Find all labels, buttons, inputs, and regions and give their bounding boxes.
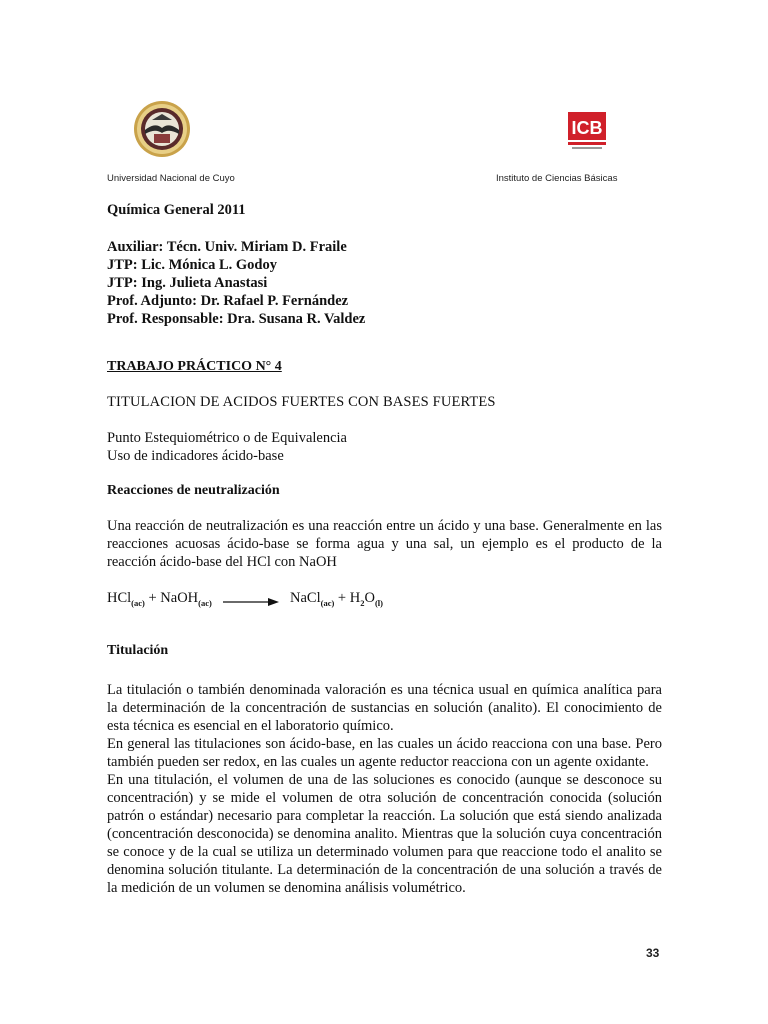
university-seal-icon	[133, 100, 191, 158]
practical-title: TRABAJO PRÁCTICO N° 4	[107, 359, 282, 374]
reaction-arrow-icon	[223, 597, 279, 607]
titulation-heading: Titulación	[107, 643, 169, 658]
page-number: 33	[646, 946, 660, 960]
staff-list	[107, 238, 365, 328]
topic-item: Uso de indicadores ácido-base	[107, 448, 284, 464]
university-name: Universidad Nacional de Cuyo	[107, 173, 235, 184]
topic-item: Punto Estequiométrico o de Equivalencia	[107, 430, 347, 446]
staff-member: Prof. Responsable: Dra. Susana R. Valdez	[107, 311, 366, 327]
staff-member: Prof. Adjunto: Dr. Rafael P. Fernández	[107, 293, 349, 309]
topics-list	[107, 429, 347, 465]
institute-name: Instituto de Ciencias Básicas	[496, 173, 618, 184]
practical-subtitle: TITULACION DE ACIDOS FUERTES CON BASES FUERTES	[107, 394, 496, 410]
neutralization-heading: Reacciones de neutralización	[107, 483, 280, 498]
titulation-paragraph: La titulación o también denominada valoración es una técnica usual en química analítica para la determinación de la concentración de sustancias en solución (analito). El conocimiento de esta técnica es esencial en el laboratorio químico. En general las titulaciones son ácido-base, en las cuales un ácido reacciona con una base. Pero también pueden ser redox, en las cuales un agente reductor reacciona con un agente oxidante. En una titulación, el volumen de una de las soluciones es conocido (aunque se desconoce su concentración) y se mide el volumen de otra solución de concentración conocida (solución patrón o estándar) necesario para completar la reacción. La solución que está siendo analizada (concentración desconocida) se denomina analito. Mientras que la solución cuya concentración se conoce y de la cual se utiliza un determinado volumen para que reaccione todo el analito se denomina solución titulante. La determinación de la concentración de una solución a través de la medición de un volumen se denomina análisis volumétrico.	[107, 682, 662, 896]
svg-text:ICB: ICB	[571, 118, 603, 138]
equation-reactants: HCl$_{(ac)}$ + NaOH$_{(ac)}$	[107, 590, 212, 608]
staff-member: JTP: Ing. Julieta Anastasi	[107, 275, 268, 291]
staff-member: Auxiliar: Técn. Univ. Miriam D. Fraile	[107, 239, 347, 255]
chemical-equation	[107, 590, 667, 614]
equation-products: NaCl$_{(ac)}$ + $H_2O_{(l)}$	[290, 590, 383, 608]
icb-logo-icon	[566, 109, 608, 153]
staff-member: JTP: Lic. Mónica L. Godoy	[107, 257, 277, 273]
neutralization-paragraph: Una reacción de neutralización es una reacción entre un ácido y una base. Generalmente en las reacciones acuosas ácido-base se forma agua y una sal, un ejemplo es el producto de la reacción ácido-base del HCl con NaOH	[107, 518, 662, 570]
course-title: Química General 2011	[107, 202, 246, 218]
